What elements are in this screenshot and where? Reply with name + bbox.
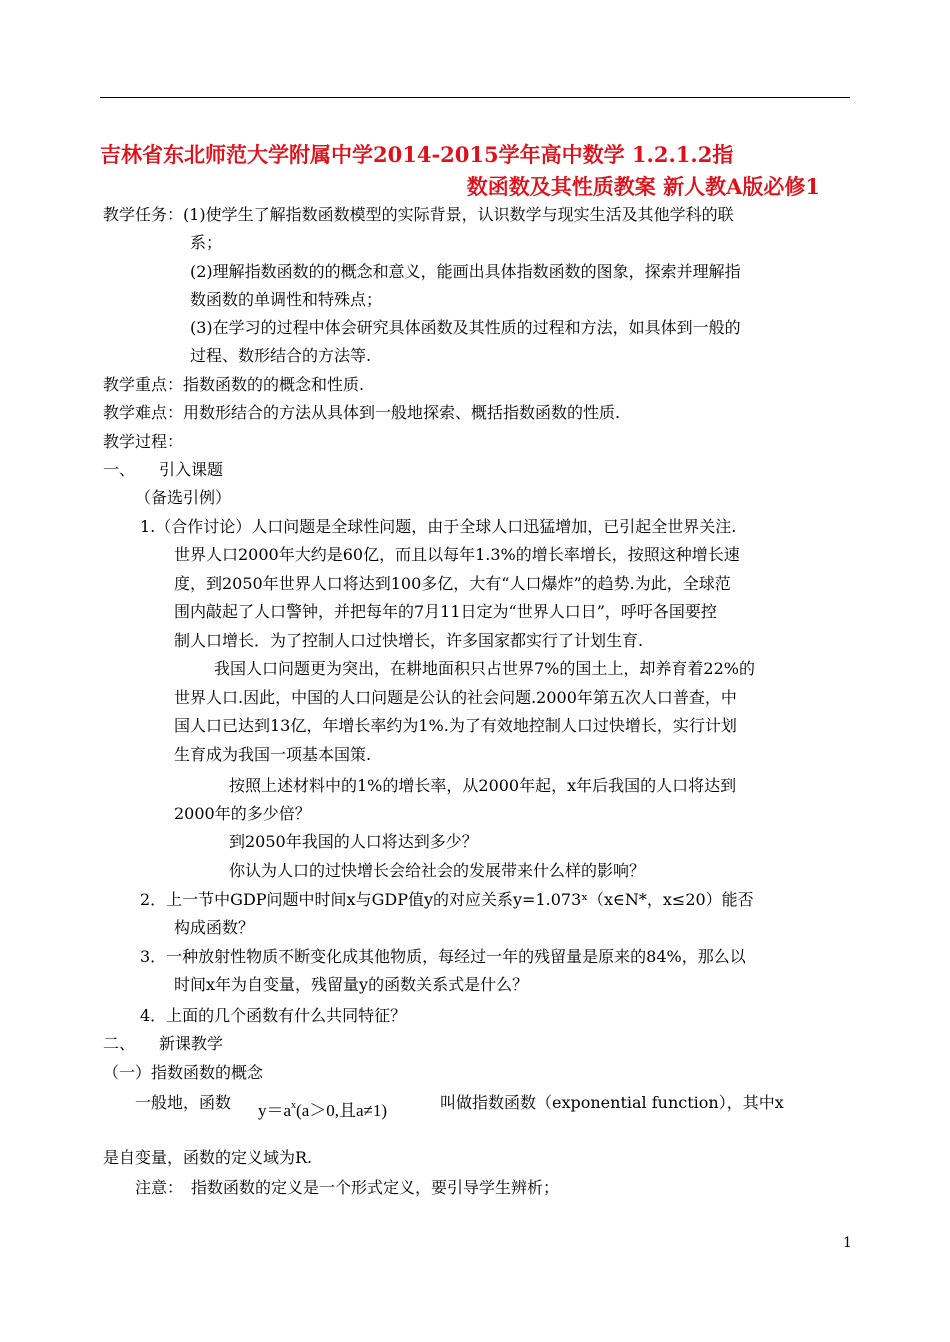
text-line: (3)在学习的过程中体会研究具体函数及其性质的过程和方法，如具体到一般的 — [190, 318, 741, 337]
text-line: 构成函数？ — [174, 918, 255, 937]
formula-exponent: x — [291, 1100, 297, 1111]
formula-lhs: y＝a — [258, 1101, 292, 1120]
text-line: 你认为人口的过快增长会给社会的发展带来什么样的影响？ — [229, 861, 646, 880]
text-line: 国人口已达到13亿，年增长率约为1%.为了有效地控制人口过快增长，实行计划 — [174, 716, 737, 735]
text-line: 数函数的单调性和特殊点； — [190, 290, 383, 309]
text-line: 到2050年我国的人口将达到多少？ — [229, 832, 478, 851]
doc-title-line-1: 吉林省东北师范大学附属中学2014-2015学年高中数学 1.2.1.2指 — [100, 142, 734, 167]
text-line: 教学重点：指数函数的的概念和性质. — [103, 375, 365, 394]
list-item: 4．上面的几个函数有什么共同特征？ — [140, 1006, 407, 1025]
doc-title-line-2: 数函数及其性质教案 新人教A版必修1 — [466, 174, 820, 199]
text-line: (2)理解指数函数的的概念和意义，能画出具体指数函数的图象，探索并理解指 — [190, 262, 741, 281]
text-line: 世界人口2000年大约是60亿，而且以每年1.3%的增长率增长，按照这种增长速 — [174, 545, 740, 564]
section-heading: 一、 引入课题 — [103, 460, 224, 479]
formula-condition: (a＞0,且a≠1) — [296, 1101, 388, 1120]
text-line: 一般地，函数 — [135, 1093, 232, 1112]
text-line: 注意： 指数函数的定义是一个形式定义，要引导学生辨析； — [135, 1178, 560, 1197]
header-rule — [100, 97, 850, 98]
text-line: 生育成为我国一项基本国策. — [174, 745, 372, 764]
subsection-heading: （一）指数函数的概念 — [103, 1063, 264, 1082]
exponential-function-formula — [258, 1096, 387, 1121]
text-line: 我国人口问题更为突出，在耕地面积只占世界7%的国土上，却养育着22%的 — [214, 659, 755, 678]
list-item: 2．上一节中GDP问题中时间x与GDP值y的对应关系y=1.073ˣ（x∈N*，x≤20）能否 — [140, 890, 754, 909]
list-item: 3．一种放射性物质不断变化成其他物质，每经过一年的残留量是原来的84%，那么以 — [140, 947, 746, 966]
text-line: 时间x年为自变量，残留量y的函数关系式是什么？ — [174, 975, 529, 994]
section-heading: 二、 新课教学 — [103, 1034, 224, 1053]
text-line: 围内敲起了人口警钟，并把每年的7月11日定为“世界人口日”，呼吁各国要控 — [174, 602, 717, 621]
text-line: 世界人口.因此，中国的人口问题是公认的社会问题.2000年第五次人口普查，中 — [174, 688, 737, 707]
text-line: 制人口增长．为了控制人口过快增长，许多国家都实行了计划生育. — [174, 631, 644, 650]
text-line: 是自变量，函数的定义域为R. — [103, 1148, 313, 1167]
text-line: 教学任务：(1)使学生了解指数函数模型的实际背景，认识数学与现实生活及其他学科的联 — [103, 205, 734, 224]
text-line: 叫做指数函数（exponential function），其中x — [440, 1093, 784, 1112]
text-line: 教学难点：用数形结合的方法从具体到一般地探索、概括指数函数的性质. — [103, 403, 621, 422]
text-line: 按照上述材料中的1%的增长率，从2000年起，x年后我国的人口将达到 — [229, 776, 737, 795]
text-line: （备选引例） — [135, 488, 232, 507]
text-line: 过程、数形结合的方法等. — [190, 346, 372, 365]
list-item: 1.（合作讨论）人口问题是全球性问题，由于全球人口迅猛增加，已引起全世界关注. — [140, 517, 737, 536]
text-line: 系； — [190, 233, 223, 252]
text-line: 度，到2050年世界人口将达到100多亿，大有“人口爆炸”的趋势.为此，全球范 — [174, 574, 731, 593]
text-line: 2000年的多少倍？ — [174, 804, 311, 823]
text-line: 教学过程： — [103, 432, 184, 451]
page-number: 1 — [843, 1235, 852, 1251]
